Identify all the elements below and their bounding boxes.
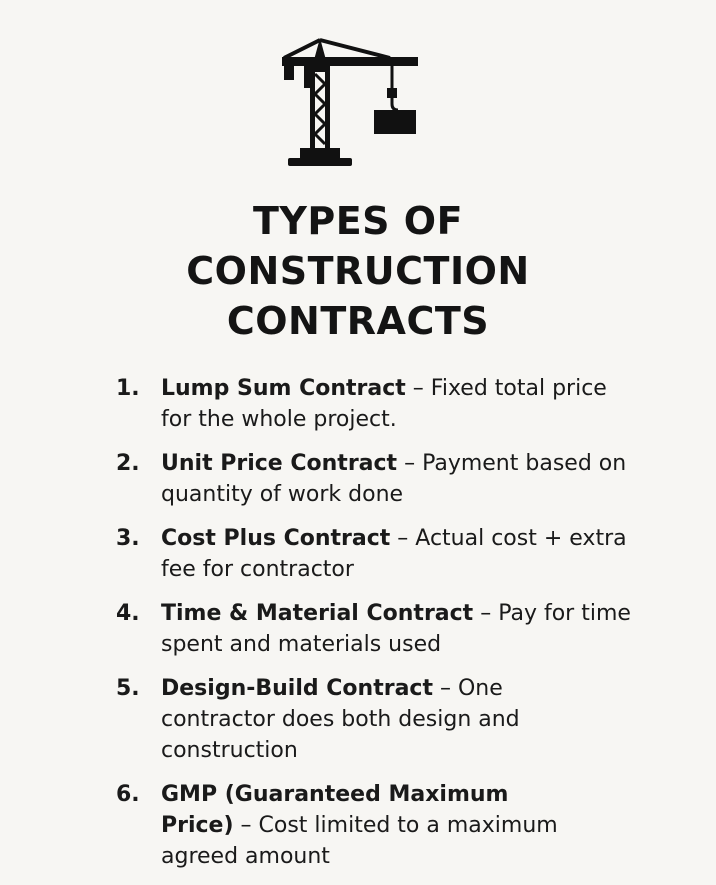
item-name: Time & Material Contract xyxy=(161,601,474,626)
item-number: 1. xyxy=(116,376,140,401)
item-description: – Payment based on quantity of work done xyxy=(161,451,627,507)
list-item xyxy=(116,779,636,872)
item-name: Unit Price Contract xyxy=(161,451,398,476)
item-name: Cost Plus Contract xyxy=(161,526,391,551)
contract-types-list xyxy=(116,373,636,885)
item-number: 5. xyxy=(116,676,140,701)
list-item xyxy=(116,598,636,660)
list-item xyxy=(116,373,636,435)
item-name: GMP (Guaranteed Maximum Price) xyxy=(161,782,509,838)
item-description: – Cost limited to a maximum agreed amount xyxy=(161,813,558,869)
item-name: Design-Build Contract xyxy=(161,676,433,701)
page-title xyxy=(0,196,716,346)
title-line-3: CONTRACTS xyxy=(226,299,490,343)
item-description: – Fixed total price for the whole project. xyxy=(161,376,607,432)
list-item xyxy=(116,523,636,585)
item-number: 4. xyxy=(116,601,140,626)
title-line-1: TYPES OF xyxy=(252,199,464,243)
item-description: – One contractor does both design and construction xyxy=(161,676,520,763)
item-description: – Actual cost + extra fee for contractor xyxy=(161,526,627,582)
item-number: 2. xyxy=(116,451,140,476)
item-description: – Pay for time spent and materials used xyxy=(161,601,631,657)
title-line-2: CONSTRUCTION xyxy=(186,249,530,293)
list-item xyxy=(116,673,636,766)
list-item xyxy=(116,448,636,510)
item-number: 6. xyxy=(116,782,140,807)
item-number: 3. xyxy=(116,526,140,551)
crane-icon xyxy=(270,30,430,175)
item-name: Lump Sum Contract xyxy=(161,376,406,401)
